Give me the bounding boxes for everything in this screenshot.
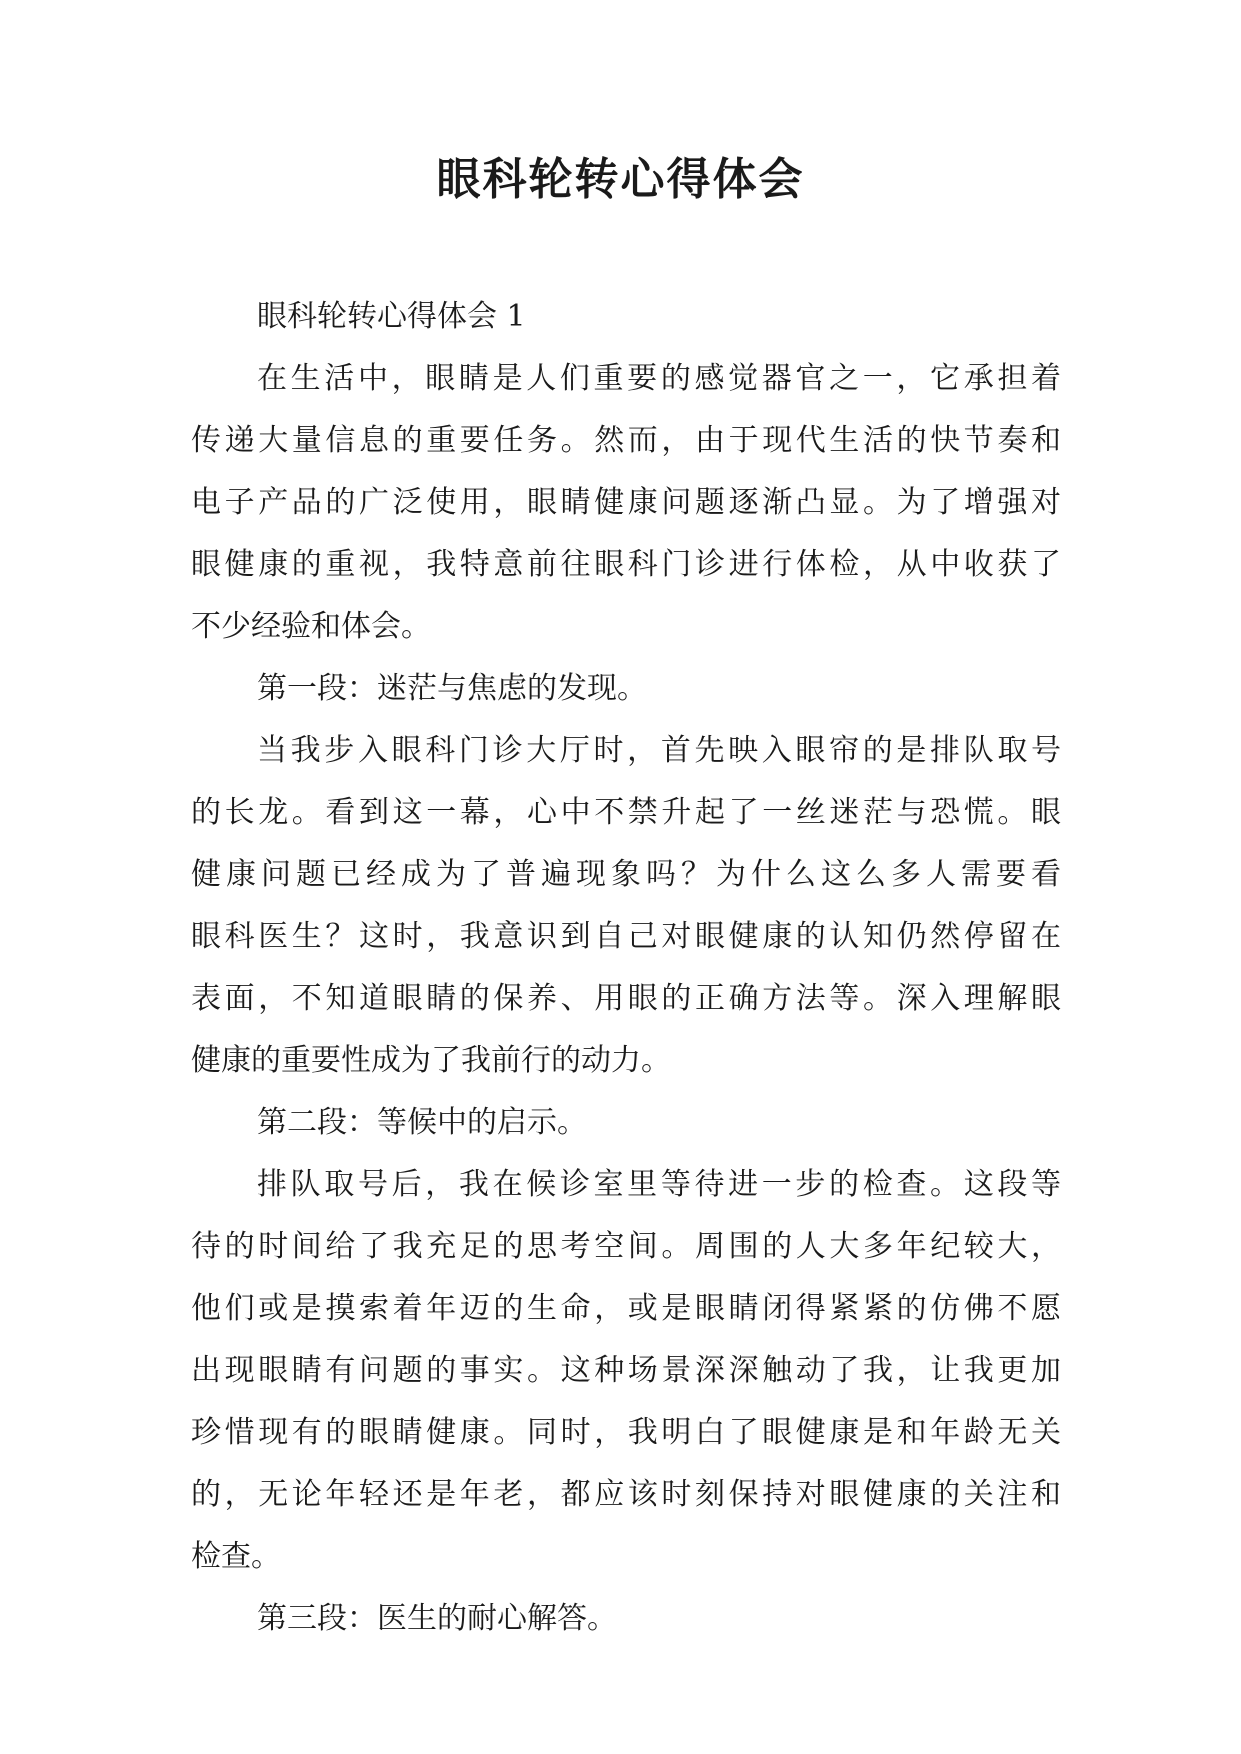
text-line: 他们或是摸索着年迈的生命，或是眼睛闭得紧紧的仿佛不愿 <box>191 1291 1061 1326</box>
text-line: 第一段：迷茫与焦虑的发现。 <box>257 671 647 706</box>
text-line: 待的时间给了我充足的思考空间。周围的人大多年纪较大， <box>191 1229 1061 1264</box>
text-line: 眼科医生？这时，我意识到自己对眼健康的认知仍然停留在 <box>191 919 1061 954</box>
text-line: 出现眼睛有问题的事实。这种场景深深触动了我，让我更加 <box>191 1353 1061 1388</box>
text-line: 在生活中，眼睛是人们重要的感觉器官之一，它承担着 <box>257 361 1061 396</box>
text-line: 的长龙。看到这一幕，心中不禁升起了一丝迷茫与恐慌。眼 <box>191 795 1061 830</box>
text-line: 传递大量信息的重要任务。然而，由于现代生活的快节奏和 <box>191 423 1061 458</box>
text-line: 电子产品的广泛使用，眼睛健康问题逐渐凸显。为了增强对 <box>191 485 1061 520</box>
text-line: 的，无论年轻还是年老，都应该时刻保持对眼健康的关注和 <box>191 1477 1061 1512</box>
text-line: 排队取号后，我在候诊室里等待进一步的检查。这段等 <box>257 1167 1061 1202</box>
text-line: 检查。 <box>191 1539 281 1574</box>
text-line: 当我步入眼科门诊大厅时，首先映入眼帘的是排队取号 <box>257 733 1061 768</box>
text-line: 健康的重要性成为了我前行的动力。 <box>191 1043 671 1078</box>
text-line: 健康问题已经成为了普遍现象吗？为什么这么多人需要看 <box>191 857 1061 892</box>
text-line: 表面，不知道眼睛的保养、用眼的正确方法等。深入理解眼 <box>191 981 1061 1016</box>
text-line: 眼科轮转心得体会 1 <box>257 299 526 334</box>
text-line: 第二段：等候中的启示。 <box>257 1105 587 1140</box>
text-line: 珍惜现有的眼睛健康。同时，我明白了眼健康是和年龄无关 <box>191 1415 1061 1450</box>
document-body <box>191 286 1061 1650</box>
text-line: 第三段：医生的耐心解答。 <box>257 1601 617 1636</box>
document-title: 眼科轮转心得体会 <box>436 154 805 205</box>
text-line: 眼健康的重视，我特意前往眼科门诊进行体检，从中收获了 <box>191 547 1061 582</box>
text-line: 不少经验和体会。 <box>191 609 431 644</box>
